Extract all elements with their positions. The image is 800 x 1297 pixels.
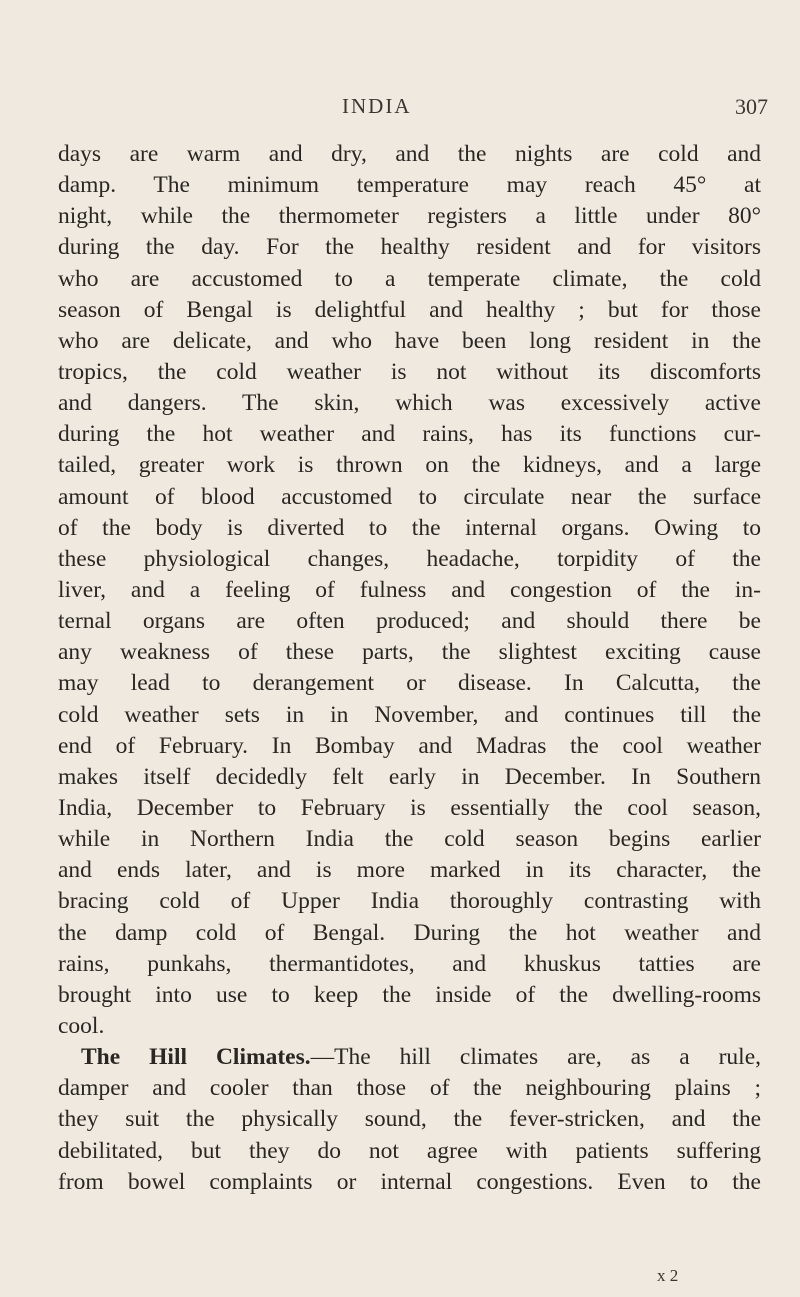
paragraph — [58, 1042, 761, 1198]
text-line: tailed, greater work is thrown on the kidneys, and a large — [58, 452, 761, 479]
text-line: debilitated, but they do not agree with patients suffering — [58, 1137, 761, 1164]
text-line: during the day. For the healthy resident and for visitors — [58, 234, 761, 261]
text-line: amount of blood accustomed to circulate near the surface — [58, 483, 761, 510]
text-line: who are accustomed to a temperate climate, the cold — [58, 265, 761, 292]
body-text — [58, 139, 761, 1198]
text-line: cold weather sets in in November, and continues till the — [58, 701, 761, 728]
text-line: brought into use to keep the inside of the dwelling-rooms — [58, 981, 761, 1008]
text-line: any weakness of these parts, the slightest exciting cause — [58, 639, 761, 666]
paragraph — [58, 139, 761, 1042]
text-line — [58, 1042, 761, 1073]
text-line: makes itself decidedly felt early in December. In Southern — [58, 763, 761, 790]
text-line: ternal organs are often produced; and should there be — [58, 608, 761, 635]
text-line: from bowel complaints or internal congestions. Even to the — [58, 1168, 761, 1195]
running-head — [0, 94, 800, 124]
text-line: these physiological changes, headache, torpidity of the — [58, 545, 761, 572]
text-line: rains, punkahs, thermantidotes, and khuskus tatties are — [58, 950, 761, 977]
text-line: India, December to February is essentially the cool season, — [58, 794, 761, 821]
text-line: cool. — [58, 1012, 105, 1039]
running-title: INDIA — [342, 94, 412, 118]
section-heading: The Hill Climates. — [81, 1044, 311, 1071]
text-line: during the hot weather and rains, has its functions cur- — [58, 421, 761, 448]
text-line: damp. The minimum temperature may reach 45° at — [58, 172, 761, 199]
text-line: while in Northern India the cold season begins earlier — [58, 826, 761, 853]
text-line: who are delicate, and who have been long resident in the — [58, 327, 761, 354]
text-line: tropics, the cold weather is not without its discomforts — [58, 358, 761, 385]
text-line: and dangers. The skin, which was excessively active — [58, 390, 761, 417]
signature-mark: x 2 — [657, 1266, 679, 1285]
text-line: damper and cooler than those of the neighbouring plains ; — [58, 1075, 761, 1102]
text-line: they suit the physically sound, the fever-stricken, and the — [58, 1106, 761, 1133]
heading-continuation: —The hill climates are, as a rule, — [310, 1044, 761, 1071]
text-line: bracing cold of Upper India thoroughly contrasting with — [58, 888, 761, 915]
text-line: end of February. In Bombay and Madras the cool weather — [58, 732, 761, 759]
text-line: season of Bengal is delightful and healthy ; but for those — [58, 296, 761, 323]
text-line: of the body is diverted to the internal organs. Owing to — [58, 514, 761, 541]
text-line: and ends later, and is more marked in its character, the — [58, 857, 761, 884]
text-line: the damp cold of Bengal. During the hot weather and — [58, 919, 761, 946]
text-line: days are warm and dry, and the nights are cold and — [58, 141, 761, 167]
text-line: liver, and a feeling of fulness and congestion of the in- — [58, 576, 761, 603]
text-line: may lead to derangement or disease. In Calcutta, the — [58, 670, 761, 697]
page-number: 307 — [735, 94, 768, 119]
text-line: night, while the thermometer registers a little under 80° — [58, 203, 761, 230]
